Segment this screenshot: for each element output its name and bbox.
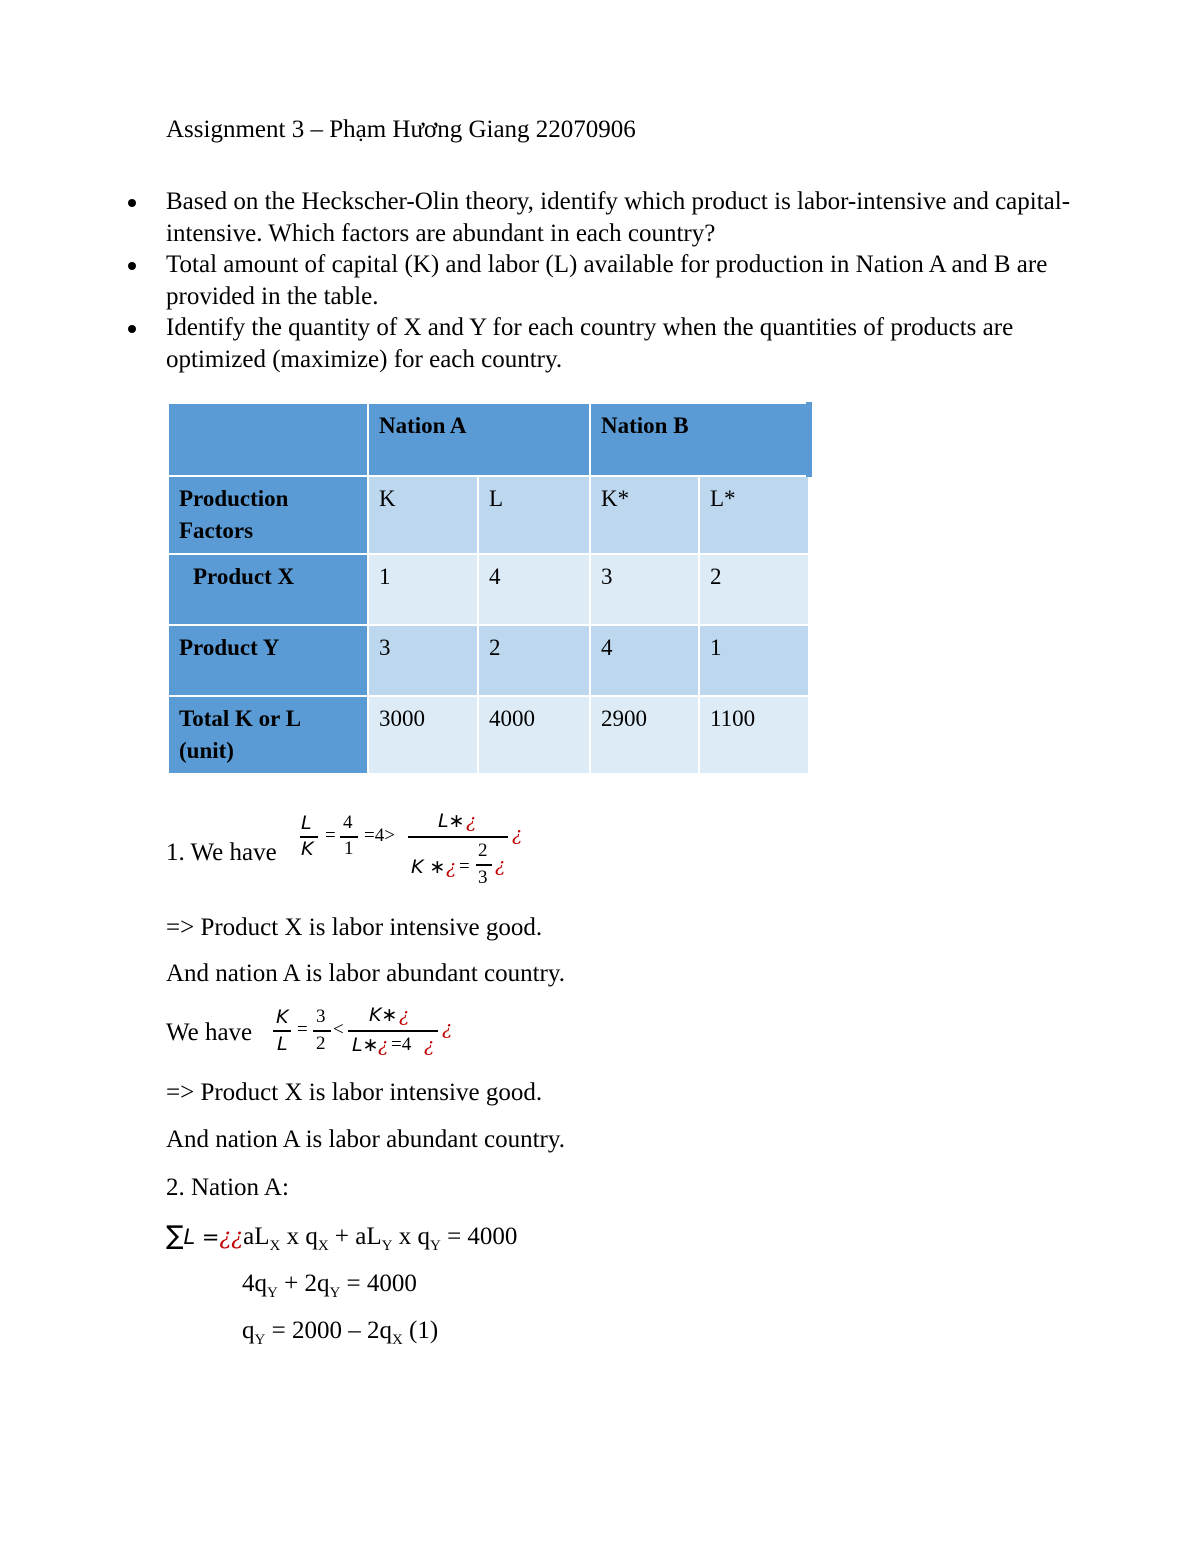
table-cell: 3000 [368,696,478,774]
eq-L: L = [183,1225,220,1249]
conclusion-text: And nation A is labor abundant country. [166,960,566,987]
eq-inv: ¿ [442,1017,453,1039]
eq-4: 4 [343,812,353,833]
question-text: Based on the Heckscher-Olin theory, identify which product is labor-intensive and capital-intensive. Which factors are abundant in each country? [166,188,1071,247]
question-text: Total amount of capital (K) and labor (L) available for production in Nation A and B are provided in the table. [166,251,1048,310]
fraction-bar [476,864,492,866]
sum-icon: ∑ [166,1221,184,1251]
question-item [166,249,1096,312]
eq-L: L [277,1033,288,1055]
table-cell: 3 [368,625,478,696]
row-label: Product Y [168,625,368,696]
question-text: Identify the quantity of X and Y for each country when the quantities of products are optimized (maximize) for each country. [166,314,1014,373]
table-row [168,696,809,774]
eq-inv: ¿ [446,856,457,878]
table-cell: 4 [590,625,699,696]
table-cell: 2 [699,554,809,625]
we-have-label: We have [166,1019,253,1046]
eq-inv: ¿ [466,810,477,832]
we-have-label: 1. We have [166,839,277,866]
table-cell: 2 [478,625,590,696]
table-row [168,625,809,696]
eq-equals: = [297,1019,308,1040]
eq-3: 3 [478,867,488,888]
eq-equals-4: =4 [391,1034,412,1055]
eq-inv: ¿¿ [219,1225,244,1250]
fraction-bar [273,1030,291,1032]
eq-Lstar: L∗ [352,1034,379,1056]
eq-4q: 4q [242,1270,267,1297]
eq-inv: ¿ [378,1034,389,1056]
table-row [168,554,809,625]
table-cell: 4 [478,554,590,625]
eq-equals: = [325,825,336,846]
table-header-nation-b: Nation B [590,403,809,476]
row-label: Product X [168,554,368,625]
table-cell: K [368,476,478,554]
table-header-row [168,403,809,476]
eq-K: K [301,838,314,860]
eq-q: q [242,1317,255,1344]
row-label: Production Factors [168,476,368,554]
table-cell: 1100 [699,696,809,774]
table-cell: 3 [590,554,699,625]
row-label: Total K or L (unit) [168,696,368,774]
question-item [166,186,1096,249]
eq-2: 2 [316,1033,326,1054]
bullet-icon [128,199,136,207]
section-heading: 2. Nation A: [166,1174,289,1201]
eq-2: 2 [478,840,488,861]
fraction-bar [348,1030,438,1032]
table-cell: 1 [368,554,478,625]
eq-inv: ¿ [424,1034,435,1056]
conclusion-text: => Product X is labor intensive good. [166,1079,543,1106]
eq-inv: ¿ [495,854,506,876]
production-factors-table [167,402,812,775]
bullet-icon [128,262,136,270]
table-cell: L* [699,476,809,554]
question-list [166,186,1096,375]
eq-inv: ¿ [512,823,523,845]
table-row [168,476,809,554]
table-header-nation-a: Nation A [368,403,590,476]
eq-less-than: < [333,1019,344,1040]
conclusion-text: And nation A is labor abundant country. [166,1126,566,1153]
eq-equals: = [459,856,470,877]
table-cell: 4000 [478,696,590,774]
table-cell: L [478,476,590,554]
equation-line: $q_Y = 2000 - 2q_X$ (1) [242,1317,439,1348]
eq-Lstar: L∗ [438,810,465,832]
table-cell: K* [590,476,699,554]
fraction-bar [313,1030,331,1032]
eq-equals-4-gt: =4> [364,825,395,846]
assignment-title: Assignment 3 – Phạm Hương Giang 22070906 [166,116,636,143]
eq-L: L [301,812,312,834]
eq-1: 1 [344,838,354,859]
table-header-empty [168,403,368,476]
table-cell: 1 [699,625,809,696]
question-item [166,312,1096,375]
eq-Kstar: K ∗ [411,856,446,878]
bullet-icon [128,325,136,333]
equation-sum-L: $\sum L =¿¿aL_X$ x $q_X + aL_Y$ x $q_Y = 4000$ [166,1221,518,1254]
eq-inv: ¿ [399,1004,410,1026]
equation-line: $4q_Y + 2q_Y = 4000$ [242,1270,417,1301]
eq-K: K [276,1006,289,1028]
fraction-bar [408,836,508,838]
conclusion-text: => Product X is labor intensive good. [166,914,543,941]
table-cell: 2900 [590,696,699,774]
eq-a-prefix: aL [243,1223,270,1250]
eq-Kstar: K∗ [369,1004,398,1026]
eq-3: 3 [316,1006,326,1027]
